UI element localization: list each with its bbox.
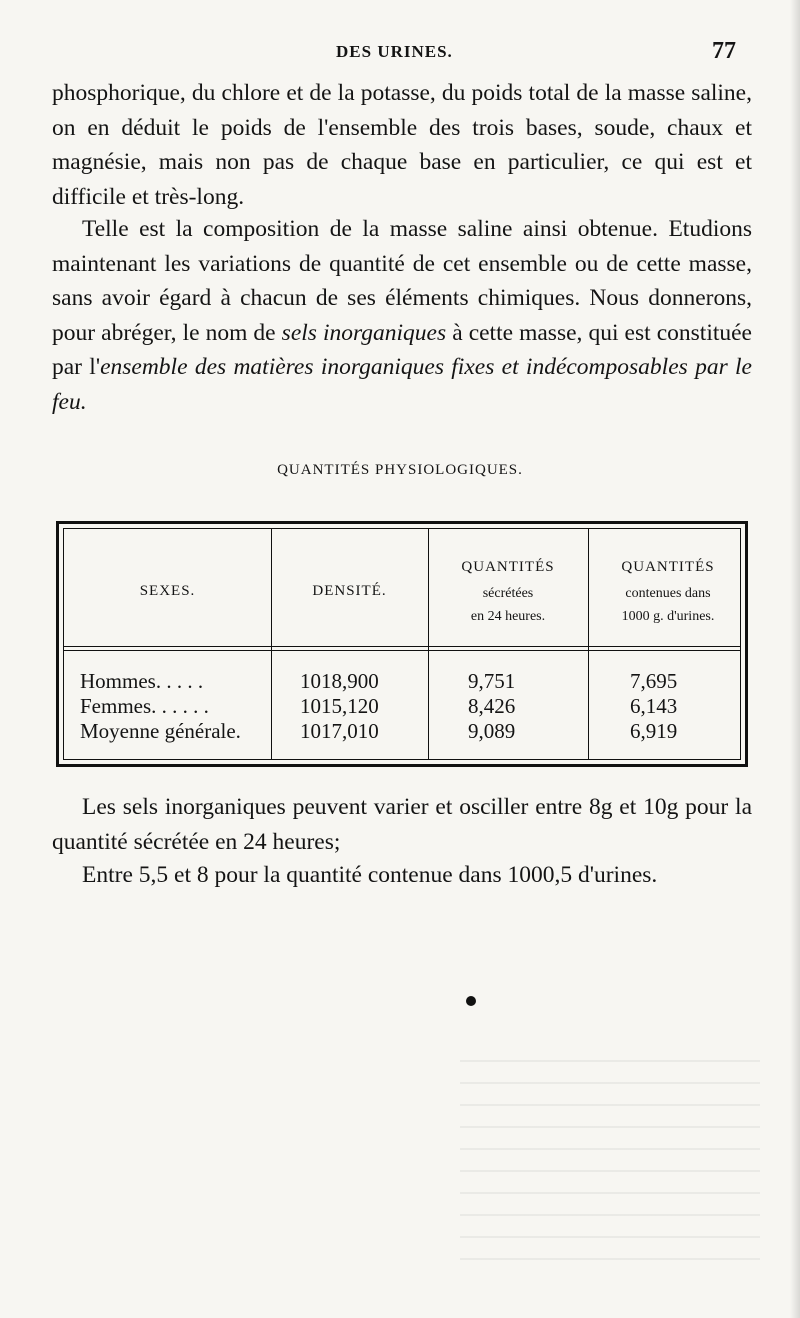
cell-quantite-secretee: 9,089 — [468, 719, 516, 743]
paragraph-1: phosphorique, du chlore et de la potasse, du poids total de la masse saline, on en déduit le poids de l'ensemble des trois bases, soude, chaux et magnésie, mais non pas de chaque base en particulier, ce qui est et difficile et très-long. — [52, 80, 752, 210]
paragraph-2-text-mid: à cette masse, qui est constituée par l' — [52, 319, 752, 380]
cell-quantite-secretee: 8,426 — [468, 694, 516, 718]
paragraph-2-italic-term: sels inorganiques — [281, 319, 447, 346]
table-col-divider — [271, 529, 272, 759]
paragraph-3: Les sels inorganiques peuvent varier et osciller entre 8g et 10g pour la quantité sécrétée en 24 heures; — [52, 794, 752, 855]
cell-quantite-contenue: 7,695 — [630, 669, 678, 693]
cell-quantite-secretee: 9,751 — [468, 669, 516, 693]
paragraph-2-text-start: Telle est la composition de la masse saline ainsi obtenue. Etudions maintenant les variations de quantité de cet ensemble ou de cette masse, sans avoir égard à chacun de ses éléments chimiques. Nous donnerons, pour abréger, le nom de — [52, 216, 752, 346]
cell-sexe: Hommes. . . . . — [80, 669, 204, 693]
cell-sexe: Moyenne générale. — [80, 719, 241, 743]
page-number: 77 — [712, 38, 736, 64]
header-sexes: SEXES. — [139, 583, 196, 599]
ink-dot — [466, 996, 476, 1006]
page-edge-shadow — [790, 0, 800, 1318]
bleed-through-marks — [460, 1060, 760, 1280]
cell-quantite-contenue: 6,919 — [630, 719, 678, 743]
header-1000g-urines: 1000 g. d'urines. — [621, 609, 715, 624]
header-densite: DENSITÉ. — [312, 583, 387, 599]
running-head: DES URINES. — [336, 42, 453, 61]
paragraph-4: Entre 5,5 et 8 pour la quantité contenue dans 1000,5 d'urines. — [82, 862, 658, 888]
table-header-separator — [64, 646, 740, 647]
header-quantites-contenues: QUANTITÉS — [621, 559, 715, 575]
page-header — [0, 38, 800, 68]
cell-quantite-contenue: 6,143 — [630, 694, 678, 718]
data-table — [56, 521, 748, 767]
paragraph-2 — [52, 212, 752, 419]
cell-densite: 1015,120 — [300, 694, 379, 718]
paragraph-2-italic-definition: ensemble des matières inorganiques fixes et indécomposables par le feu. — [52, 354, 752, 415]
section-title: QUANTITÉS PHYSIOLOGIQUES. — [277, 462, 523, 478]
header-contenues-dans: contenues dans — [625, 586, 711, 601]
cell-sexe: Femmes. . . . . . — [80, 694, 209, 718]
table-header-separator — [64, 650, 740, 651]
cell-densite: 1017,010 — [300, 719, 379, 743]
header-24-heures: en 24 heures. — [470, 609, 546, 624]
cell-densite: 1018,900 — [300, 669, 379, 693]
header-quantites-secretees: QUANTITÉS — [461, 559, 555, 575]
header-secretees: sécrétées — [482, 586, 534, 601]
table-inner-border — [63, 528, 741, 760]
